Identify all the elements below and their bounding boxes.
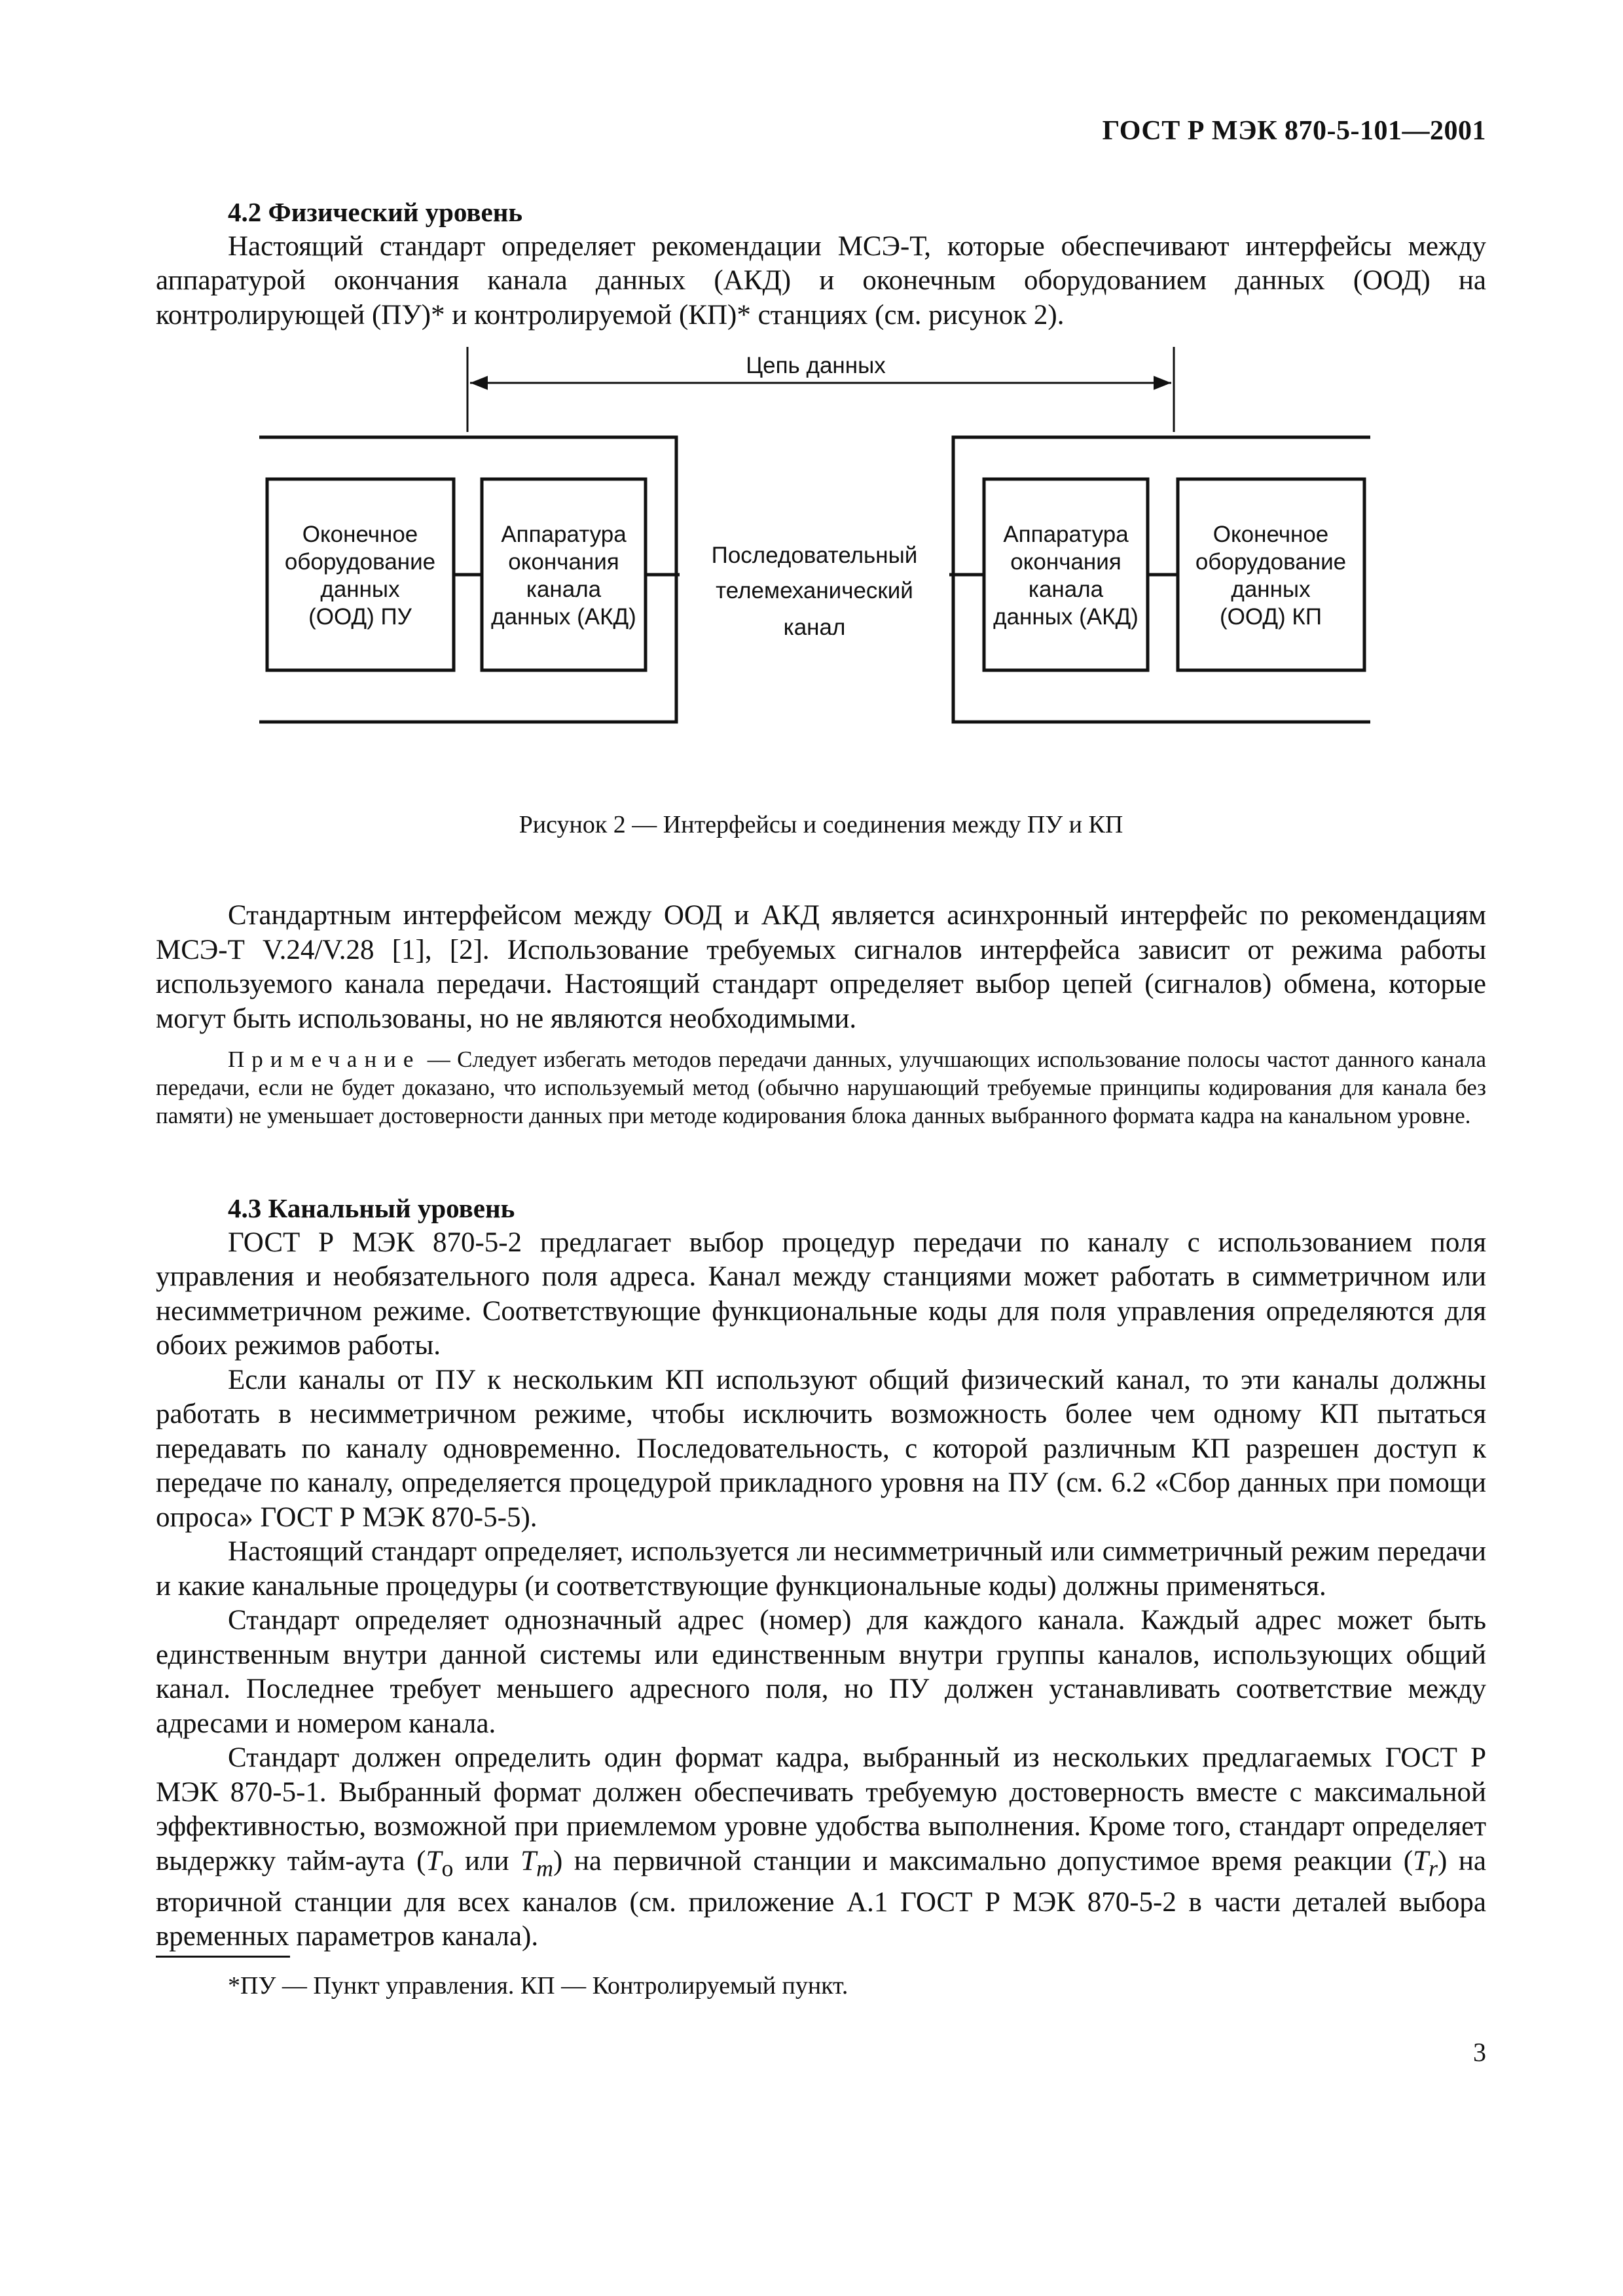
dte-pu-label [285,522,435,630]
serial-channel-label [712,543,918,640]
svg-text:(ООД) ПУ: (ООД) ПУ [308,604,412,630]
dce-pu-label [491,522,636,630]
dce-box-kp [984,479,1148,670]
svg-text:оборудование: оборудование [284,549,436,575]
svg-text:оборудование: оборудование [1195,549,1347,575]
interface-paragraph: Стандартным интерфейсом между ООД и АКД является асинхронный интерфейс по рекомендациям МСЭ-Т V.24/V.28 [1], [2]. Использование требуемых сигналов интерфейса зависит от режима работы используемого канала передачи. Настоящий стандарт определяет выбор цепей (сигналов) обмена, которые могут быть использованы, но не являются необходимыми. [156,900,1486,1034]
svg-text:данных (АКД): данных (АКД) [491,604,636,630]
dce-kp-label [993,522,1139,630]
dte-box-kp [1178,479,1364,670]
section-4-3-paragraph: Настоящий стандарт определяет, используется ли несимметричный или симметричный режим передачи и какие канальные процедуры (и соответствующие функциональные коды) должны применяться. [156,1536,1486,1602]
footnote-separator [156,1956,290,1958]
document-id-header: ГОСТ Р МЭК 870-5-101—2001 [1102,116,1486,146]
section-4-2-paragraph: Настоящий стандарт определяет рекомендации МСЭ-Т, которые обеспечивают интерфейсы между аппаратурой окончания канала данных (АКД) и оконечным оборудованием данных (ООД) на контролирующей (ПУ)* и контролируемой (КП)* станциях (см. рисунок 2). [156,230,1486,331]
note-block [156,1045,1486,1130]
interfaces-diagram [156,340,1486,759]
svg-text:(ООД) КП: (ООД) КП [1220,604,1322,630]
page-number: 3 [1473,2037,1486,2067]
svg-text:канала: канала [1028,577,1104,602]
svg-text:окончания: окончания [508,549,619,575]
interface-section [156,899,1486,1036]
figure-caption: Рисунок 2 — Интерфейсы и соединения между ПУ и КП [519,811,1123,838]
dte-box-pu [267,479,454,670]
section-4-3-paragraph: Стандарт определяет однозначный адрес (номер) для каждого канала. Каждый адрес может быть единственным внутри данной системы или единственным внутри группы каналов, использующих общий канал. Последнее требует меньшего адресного поля, но ПУ должен устанавливать соответствие между адресами и номером канала. [156,1605,1486,1739]
svg-text:Оконечное: Оконечное [1213,522,1329,547]
section-4-2 [156,195,1486,332]
svg-text:данных: данных [320,577,400,602]
dce-box-pu [482,479,646,670]
section-4-3-frame-paragraph: Стандарт должен определить один формат кадра, выбранный из нескольких предлагаемых ГОСТ Р МЭК 870-5-1. Выбранный формат должен обеспечивать требуемую достоверность вместе с максимальной эффективностью, возможной при приемлемом уровне удобства выполнения. Кроме того, стандарт определяет выдержку тайм-аута ($T_o$ или $T_m$) на первичной станции и максимально допустимое время реакции $(T_r)$ на вторичной станции для всех каналов (см. приложение А.1 ГОСТ Р МЭК 870-5-2 в части деталей выбора временных параметров канала). [156,1742,1487,1952]
section-4-2-heading: 4.2 Физический уровень [228,197,522,227]
section-4-3-heading: 4.3 Канальный уровень [228,1193,515,1223]
svg-text:окончания: окончания [1010,549,1122,575]
svg-text:Аппаратура: Аппаратура [1003,522,1129,547]
svg-text:Аппаратура: Аппаратура [501,522,627,547]
note-text: — Следует избегать методов передачи данных, улучшающих использование полосы частот данного канала передачи, если не будет доказано, что используемый метод (обычно нарушающий требуемые принципы кодирования для канала без памяти) не уменьшает достоверности данных при методе кодирования блока данных выбранного формата кадра на канальном уровне. [156,1047,1486,1128]
svg-text:Оконечное: Оконечное [302,522,418,547]
svg-text:канала: канала [526,577,602,602]
svg-text:телемеханический: телемеханический [716,578,913,603]
section-4-3-paragraph: Если каналы от ПУ к нескольким КП используют общий физический канал, то эти каналы должны работать в несимметричном режиме, чтобы исключить возможность более чем одному КП пытаться передавать по каналу одновременно. Последовательность, с которой различным КП разрешен доступ к передаче по каналу, определяется процедурой прикладного уровня на ПУ (см. 6.2 «Сбор данных при помощи опроса» ГОСТ Р МЭК 870-5-5). [156,1364,1486,1533]
footnote: *ПУ — Пункт управления. КП — Контролируемый пункт. [228,1972,848,2000]
svg-text:данных: данных [1231,577,1311,602]
note-label: Примечание [228,1047,421,1072]
svg-text:данных (АКД): данных (АКД) [993,604,1139,630]
section-4-3 [156,1191,1486,1954]
svg-text:канал: канал [783,615,846,640]
svg-text:Последовательный: Последовательный [711,543,918,568]
data-circuit-label: Цепь данных [746,353,886,378]
dte-kp-label [1195,522,1346,630]
section-4-3-paragraph: ГОСТ Р МЭК 870-5-2 предлагает выбор процедур передачи по каналу с использованием поля управления и необязательного поля адреса. Канал между станциями может работать в симметричном или несимметричном режиме. Соответствующие функциональные коды для поля управления определяются для обоих режимов работы. [156,1227,1486,1361]
